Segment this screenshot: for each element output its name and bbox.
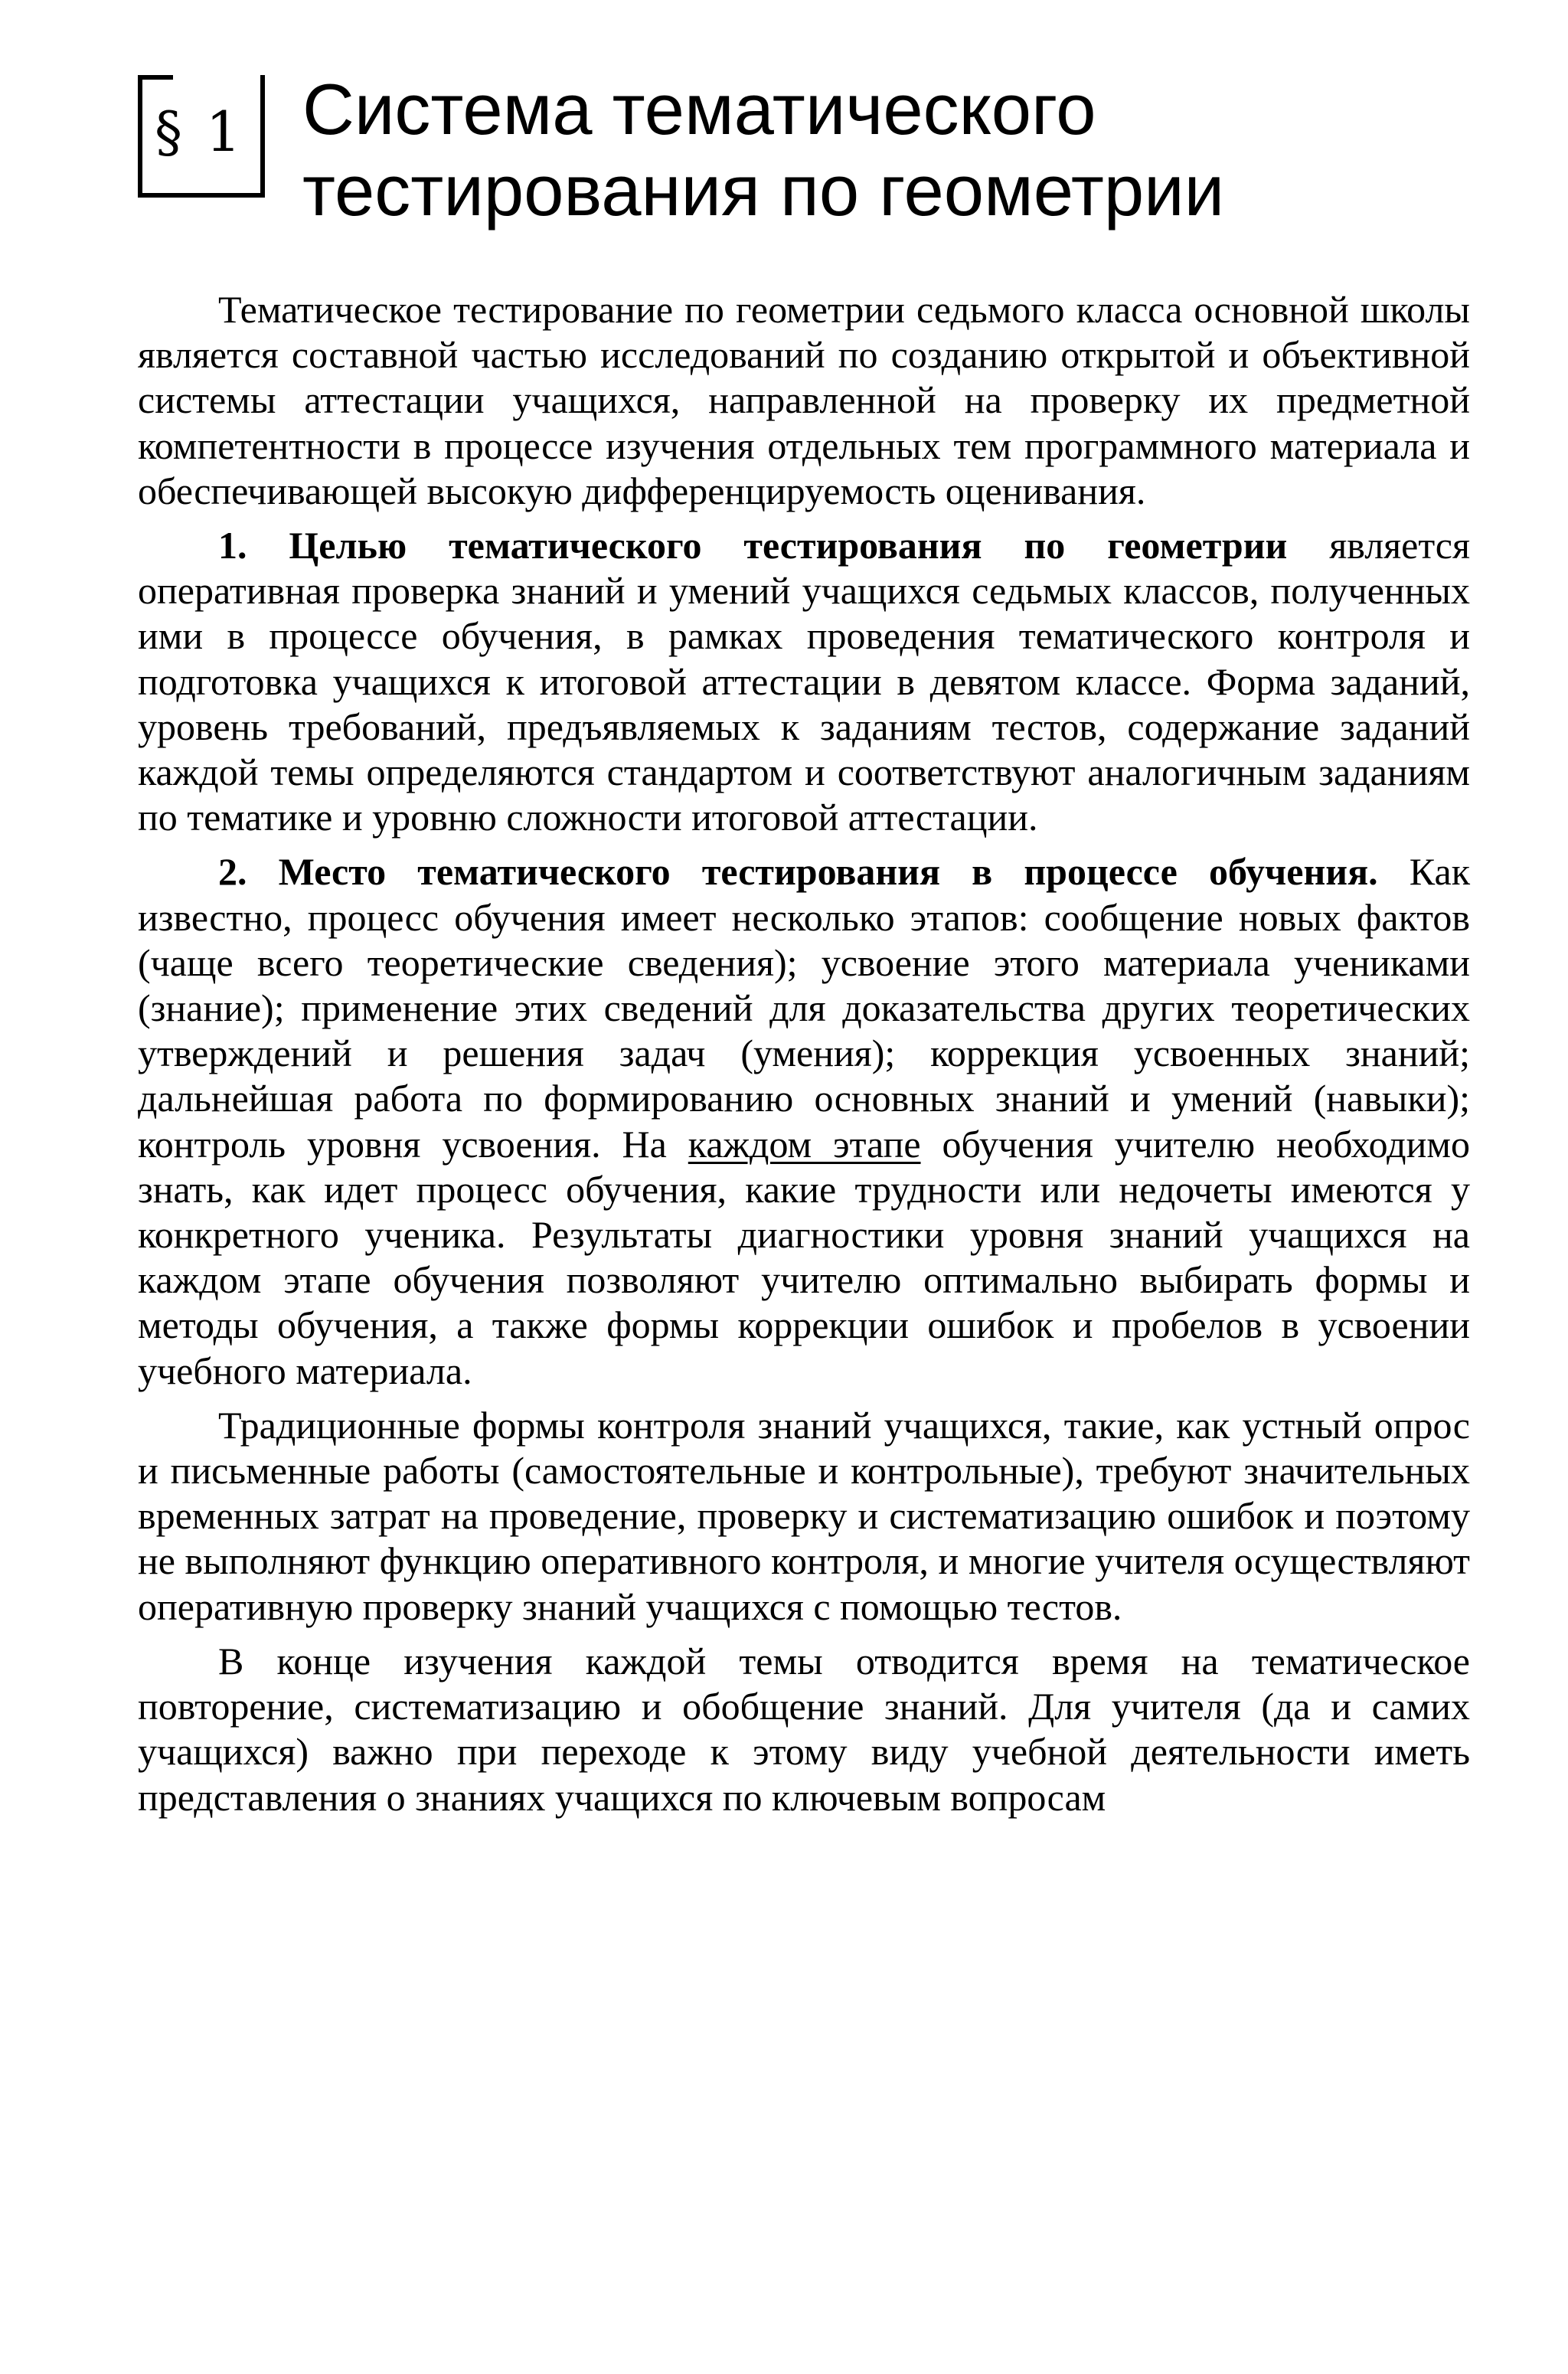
section-title [302, 69, 1451, 231]
paragraph-topic-end: В конце изучения каждой темы отводится время на тематическое повторение, систематизацию и обобщение знаний. Для учителя (да и самих учащихся) важно при переходе к этому виду учебной деятельности иметь представления о знаниях учащихся по ключевым вопросам [138, 1639, 1470, 1819]
paragraph-goal-text: является оперативная проверка знаний и умений учащихся седьмых классов, полученных ими в процессе обучения, в рамках проведения тематического контроля и подготовка учащихся к итоговой аттестации в девятом классе. Форма заданий, уровень требований, предъявляемых к заданиям тестов, содержание заданий каждой темы определяются стандартом и соответствуют аналогичным заданиям по тематике и уровню сложности итоговой аттестации. [138, 524, 1470, 839]
paragraph-place-heading: 2. Место тематического тестирования в процессе обучения. [218, 850, 1378, 894]
paragraph-place-text-part-1: Как известно, процесс обучения имеет несколько этапов: сообщение новых фактов (чаще всего теоретические сведения); усвоение этого материала учениками (знание); применение этих сведений для доказательства других теоретических утверждений и решения задач (умения); коррекция усвоенных знаний; дальнейшая работа по формированию основных знаний и умений (навыки); контроль уровня усвоения. На [138, 850, 1470, 1166]
section-title-line-2: тестирования по геометрии [302, 150, 1225, 231]
paragraph-goal [138, 523, 1470, 840]
paragraph-place-text-part-2: обучения учителю необходимо знать, как идет процесс обучения, какие трудности или недочеты имеются у конкретного ученика. Результаты диагностики уровня знаний учащихся на каждом этапе обучения позволяют учителю оптимально выбирать формы и методы обучения, а также формы коррекции ошибок и пробелов в усвоении учебного материала. [138, 1122, 1470, 1392]
document-page [138, 69, 1470, 1819]
paragraph-intro: Тематическое тестирование по геометрии седьмого класса основной школы является составной частью исследований по созданию открытой и объективной системы аттестации учащихся, направленной на проверку их предметной компетентности в процессе изучения отдельных тем программного материала и обеспечивающей высокую дифференцируемость оценивания. [138, 288, 1470, 512]
paragraph-place [138, 849, 1470, 1393]
section-number-box [138, 75, 265, 198]
section-title-line-1: Система тематического [302, 69, 1096, 149]
paragraph-goal-heading: 1. Целью тематического тестирования по геометрии [218, 524, 1288, 567]
body-text [138, 287, 1470, 1820]
paragraph-traditional-forms: Традиционные формы контроля знаний учащихся, такие, как устный опрос и письменные работы (самостоятельные и контрольные), требуют значительных временных затрат на проведение, проверку и систематизацию ошибок и поэтому не выполняют функцию оперативного контроля, и многие учителя осуществляют оперативную проверку знаний учащихся с помощью тестов. [138, 1403, 1470, 1628]
section-number: § 1 [155, 100, 244, 164]
section-header [138, 69, 1470, 245]
underlined-phrase: каждом этапе [688, 1122, 921, 1166]
